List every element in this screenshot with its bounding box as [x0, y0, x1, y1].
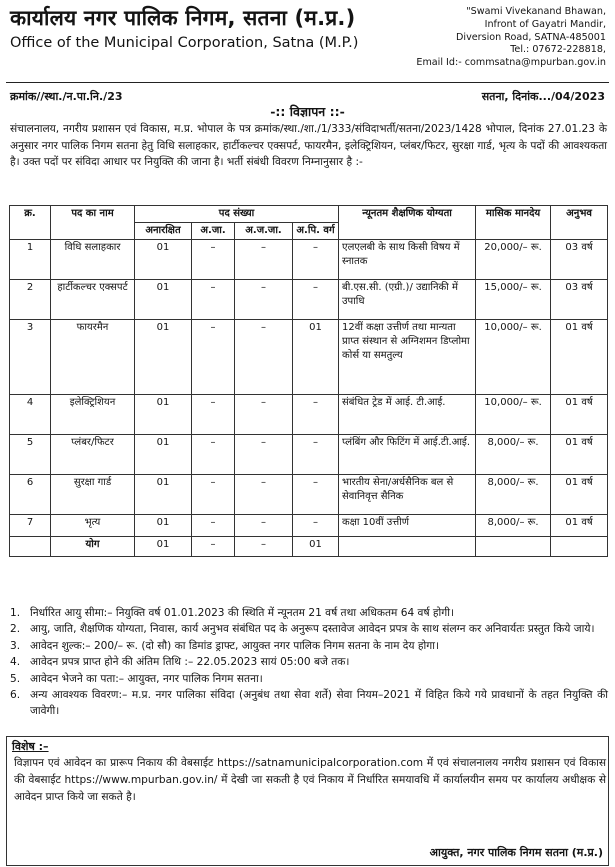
row-obc: – [293, 515, 339, 537]
office-title-hindi: कार्यालय नगर पालिक निगम, सतना (म.प्र.) [10, 6, 356, 30]
row-unreserved: 01 [135, 240, 192, 280]
header-post-count: पद संख्या [135, 206, 339, 223]
row-qualification: संबंधित ट्रेड में आई. टी.आई. [339, 395, 476, 435]
address-line: Diversion Road, SATNA-485001 [456, 31, 606, 43]
row-salary: 10,000/– रू. [476, 395, 551, 435]
office-header [10, 4, 405, 51]
row-sno: 6 [10, 475, 51, 515]
row-post: इलेक्ट्रिशियन [51, 395, 135, 435]
total-blank [476, 537, 551, 557]
row-post: सुरक्षा गार्ड [51, 475, 135, 515]
row-obc: – [293, 240, 339, 280]
condition-number: 5. [10, 672, 21, 685]
table-row [10, 475, 608, 515]
header-sno: क्र. [10, 206, 51, 240]
table-row [10, 240, 608, 280]
header-salary: मासिक मानदेय [476, 206, 551, 240]
reference-line [10, 89, 605, 104]
table-row [10, 515, 608, 537]
special-note-text: विज्ञापन एवं आवेदन का प्रारूप निकाय की वेबसाईट https://satnamunicipalcorporation.com में एवं संचालनालय नगरीय प्रशासन एवं विकास की वेबसाईट https://www.mpurban.gov.in/ में देखी जा सकती है एवं निकाय में निर्धारित समयावधि में कार्यालयीन समय पर कार्यालय अधीक्षक से आवेदन प्राप्त किये जा सकते है। [14, 757, 606, 803]
row-salary: 8,000/– रू. [476, 475, 551, 515]
row-experience: 01 वर्ष [551, 320, 608, 395]
condition-text: आवेदन प्रपत्र प्राप्त होने की अंतिम तिथि :– 22.05.2023 सायं 05:00 बजे तक। [30, 656, 350, 669]
row-sno: 3 [10, 320, 51, 395]
row-sc: – [192, 280, 235, 320]
address-line: Infront of Gayatri Mandir, [484, 18, 606, 30]
conditions-list [10, 605, 608, 720]
office-address [394, 6, 606, 70]
row-st: – [235, 280, 293, 320]
row-st: – [235, 240, 293, 280]
row-st: – [235, 320, 293, 395]
condition-text: निर्धारित आयु सीमा:– नियुक्ति वर्ष 01.01.2023 की स्थिति में न्यूनतम 21 वर्ष तथा अधिकतम 64 वर्ष होगी। [30, 607, 455, 619]
header-divider [6, 82, 609, 83]
condition-number: 3. [10, 639, 21, 652]
condition-item [10, 687, 608, 720]
vacancy-table [9, 205, 608, 557]
condition-item [10, 605, 608, 621]
table-header-row [10, 206, 608, 223]
total-obc: 01 [293, 537, 339, 557]
special-note-title: विशेष :– [12, 740, 49, 753]
condition-number: 6. [10, 689, 21, 702]
row-st: – [235, 475, 293, 515]
header-sc: अ.जा. [192, 223, 235, 240]
condition-text: अन्य आवश्यक विवरण:– म.प्र. नगर पालिका संविदा (अनुबंध तथा सेवा शर्ते) सेवा नियम–2021 में विहित किये गये प्रावधानों के तहत नियुक्ति की जावेगी। [30, 689, 608, 718]
total-st: – [235, 537, 293, 557]
row-qualification: प्लंबिंग और फिटिंग में आई.टी.आई. [339, 435, 476, 475]
row-salary: 15,000/– रू. [476, 280, 551, 320]
row-salary: 20,000/– रू. [476, 240, 551, 280]
row-salary: 10,000/– रू. [476, 320, 551, 395]
address-line: "Swami Vivekanand Bhawan, [466, 6, 606, 17]
row-sc: – [192, 320, 235, 395]
condition-text: आवेदन शुल्क:– 200/– रू. (दो सौ) का डिमांड ड्राफ्ट, आयुक्त नगर पालिक निगम सतना के नाम देय होगा। [30, 639, 440, 652]
condition-item [10, 638, 608, 654]
header-unreserved: अनारक्षित [135, 223, 192, 240]
row-post: फायरमैन [51, 320, 135, 395]
row-post: भृत्य [51, 515, 135, 537]
row-st: – [235, 515, 293, 537]
address-email: Email Id:- commsatna@mpurban.gov.in [416, 57, 606, 69]
condition-item [10, 671, 608, 687]
row-qualification: कक्षा 10वीं उत्तीर्ण [339, 515, 476, 537]
row-obc: – [293, 280, 339, 320]
row-obc: – [293, 475, 339, 515]
intro-paragraph: संचालनालय, नगरीय प्रशासन एवं विकास, म.प्र. भोपाल के पत्र क्रमांक/स्था./शा./1/333/संविदाभर्ती/सतना/2023/1428 भोपाल, दिनांक 27.01.23 के अनुसार नगर पालिक निगम सतना हेतु विधि सलाहकार, हार्टीकल्चर एक्सपर्ट, फायरमैन, इलेक्ट्रिशियन, प्लंबर/फिटर, सुरक्षा गार्ड, भृत्य के पदों की आवश्यकता है। उक्त पदों पर संविदा आधार पर नियुक्ति की जाना है। भर्ती संबंधी विवरण निम्नानुसार है :- [10, 123, 607, 168]
total-blank [339, 537, 476, 557]
condition-item [10, 654, 608, 670]
condition-item [10, 621, 608, 637]
header-st: अ.ज.जा. [235, 223, 293, 240]
row-unreserved: 01 [135, 280, 192, 320]
signature-line: आयुक्त, नगर पालिक निगम सतना (म.प्र.) [429, 846, 603, 859]
row-sc: – [192, 240, 235, 280]
header-post: पद का नाम [51, 206, 135, 240]
row-sc: – [192, 475, 235, 515]
row-sc: – [192, 515, 235, 537]
condition-number: 2. [10, 623, 21, 636]
row-obc: – [293, 435, 339, 475]
row-qualification: बी.एस.सी. (एग्री.)/ उद्यानिकी में उपाधि [339, 280, 476, 320]
row-post: प्लंबर/फिटर [51, 435, 135, 475]
reference-number: क्रमांक//स्था./न.पा.नि./23 [10, 90, 123, 103]
row-post: हार्टीकल्चर एक्सपर्ट [51, 280, 135, 320]
condition-text: आवेदन भेजने का पता:– आयुक्त, नगर पालिक निगम सतना। [30, 672, 263, 685]
row-experience: 03 वर्ष [551, 280, 608, 320]
row-sc: – [192, 435, 235, 475]
office-title-english: Office of the Municipal Corporation, Satna (M.P.) [10, 35, 359, 51]
row-unreserved: 01 [135, 475, 192, 515]
total-blank [551, 537, 608, 557]
row-experience: 01 वर्ष [551, 515, 608, 537]
row-unreserved: 01 [135, 435, 192, 475]
row-obc: – [293, 395, 339, 435]
row-unreserved: 01 [135, 395, 192, 435]
row-unreserved: 01 [135, 320, 192, 395]
table-row [10, 435, 608, 475]
row-sno: 1 [10, 240, 51, 280]
row-sno: 7 [10, 515, 51, 537]
row-unreserved: 01 [135, 515, 192, 537]
address-line: Tel.: 07672-228818, [510, 44, 606, 56]
row-sno: 4 [10, 395, 51, 435]
total-unreserved: 01 [135, 537, 192, 557]
place-date: सतना, दिनांक.../04/2023 [481, 90, 605, 103]
condition-number: 1. [10, 607, 21, 619]
row-sno: 5 [10, 435, 51, 475]
row-sno: 2 [10, 280, 51, 320]
row-experience: 01 वर्ष [551, 475, 608, 515]
row-obc: 01 [293, 320, 339, 395]
table-row [10, 280, 608, 320]
header-experience: अनुभव [551, 206, 608, 240]
total-label: योग [51, 537, 135, 557]
row-salary: 8,000/– रू. [476, 435, 551, 475]
header-qualification: न्यूनतम शैक्षणिक योग्यता [339, 206, 476, 240]
row-qualification: भारतीय सेना/अर्धसैनिक बल से सेवानिवृत्त सैनिक [339, 475, 476, 515]
total-row [10, 537, 608, 557]
condition-number: 4. [10, 656, 21, 669]
header-obc: अ.पि. वर्ग [293, 223, 339, 240]
total-blank [10, 537, 51, 557]
row-experience: 01 वर्ष [551, 435, 608, 475]
advertisement-heading: -:: विज्ञापन ::- [270, 104, 345, 119]
row-qualification: एलएलबी के साथ किसी विषय में स्नातक [339, 240, 476, 280]
row-st: – [235, 395, 293, 435]
total-sc: – [192, 537, 235, 557]
row-sc: – [192, 395, 235, 435]
table-row [10, 320, 608, 395]
row-post: विधि सलाहकार [51, 240, 135, 280]
row-experience: 01 वर्ष [551, 395, 608, 435]
row-experience: 03 वर्ष [551, 240, 608, 280]
condition-text: आयु, जाति, शैक्षणिक योग्यता, निवास, कार्य अनुभव संबंधित पद के अनुरूप दस्तावेज आवेदन प्रपत्र के साथ संलग्न कर अनिवार्यतः प्रस्तुत किये जाये। [30, 623, 595, 636]
row-qualification: 12वीं कक्षा उत्तीर्ण तथा मान्यता प्राप्त संस्थान से अग्निशमन डिप्लोमा कोर्स या समतुल्य [339, 320, 476, 395]
row-st: – [235, 435, 293, 475]
row-salary: 8,000/– रू. [476, 515, 551, 537]
table-row [10, 395, 608, 435]
